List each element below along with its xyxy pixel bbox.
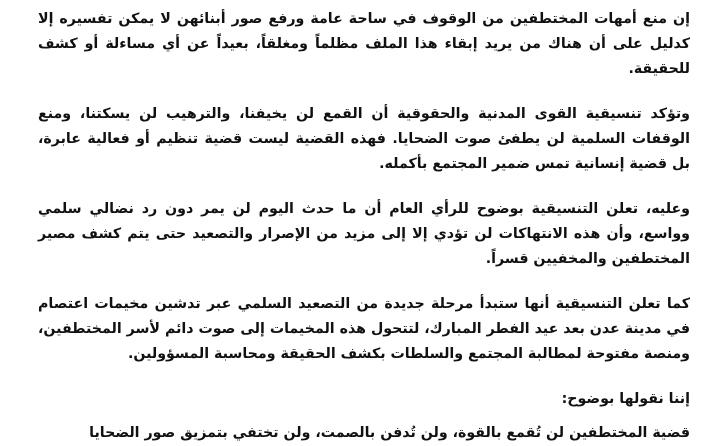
paragraph-sit-in-camps: كما تعلن التنسيقية أنها ستبدأ مرحلة جديدة من التصعيد السلمي عبر تدشين مخيمات اعتصام في مدينة عدن بعد عيد الفطر المبارك، لتتحول هذه المخيمات إلى صوت دائم لأسر المختطفين، ومنصة مفتوحة لمطالبة المجتمع والسلطات بكشف الحقيقة ومحاسبة المسؤولين.: [38, 296, 690, 362]
paragraph-coalition-affirms: وتؤكد تنسيقية القوى المدنية والحقوقية أن القمع لن يخيفنا، والترهيب لن يسكتنا، ومنع الوقفات السلمية لن يطفئ صوت الضحايا. فهذه القضية ليست قضية تنظيم أو فعالية عابرة، بل قضية إنسانية تمس ضمير المجتمع بأكمله.: [38, 106, 690, 172]
paragraph-mothers-ban: إن منع أمهات المختطفين من الوقوف في ساحة عامة ورفع صور أبنائهن لا يمكن تفسيره إلا كدليل على أن هناك من يريد إبقاء هذا الملف مظلماً ومغلقاً، بعيداً عن أي مساءلة أو كشف للحقيقة.: [38, 11, 690, 77]
paragraph-public-announcement: وعليه، تعلن التنسيقية بوضوح للرأي العام أن ما حدث اليوم لن يمر دون رد نضالي سلمي وواسع، وأن هذه الانتهاكات لن تؤدي إلا إلى مزيد من الإصرار والتصعيد حتى يتم كشف مصير المختطفين والمخفيين قسراً.: [38, 201, 690, 267]
statement-body: [38, 7, 690, 446]
section-heading: إننا نقولها بوضوح:: [561, 391, 690, 407]
paragraph-partial: قضية المختطفين لن تُقمع بالقوة، ولن تُدفن بالصمت، ولن تختفي بتمزيق صور الضحايا: [89, 425, 690, 441]
